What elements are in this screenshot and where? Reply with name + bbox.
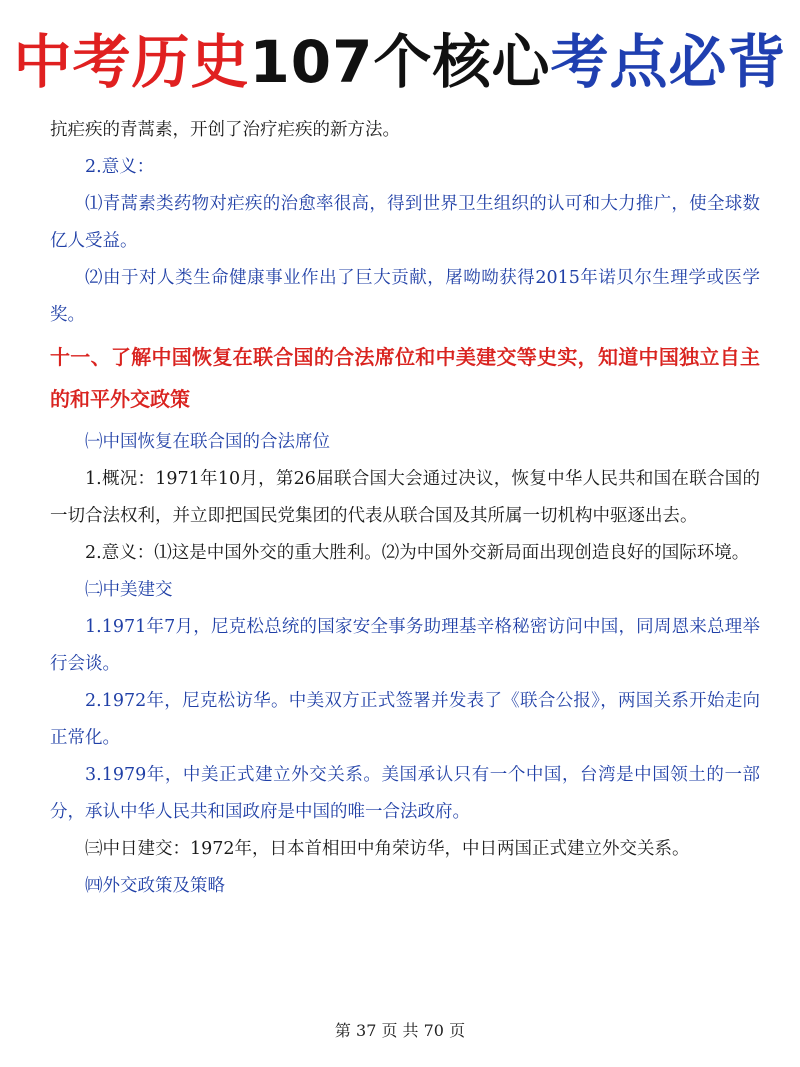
paragraph: ⑵由于对人类生命健康事业作出了巨大贡献，屠呦呦获得2015年诺贝尔生理学或医学奖。 (50, 268, 760, 325)
page-footer: 第 37 页 共 70 页 (334, 1021, 466, 1040)
banner-title-part-1: 中考历史 (13, 28, 250, 96)
paragraph: 抗疟疾的青蒿素，开创了治疗疟疾的新方法。 (50, 120, 400, 140)
banner-title-part-2: 107个核心 (249, 28, 551, 96)
section-heading: 十一、了解中国恢复在联合国的合法席位和中美建交等史实，知道中国独立自主的和平外交政策 (50, 345, 760, 411)
paragraph: 2.1972年，尼克松访华。中美双方正式签署并发表了《联合公报》，两国关系开始走向正常化。 (50, 691, 760, 748)
subsection-title: ㈣外交政策及策略 (85, 876, 225, 896)
paragraph: 1.概况：1971年10月，第26届联合国大会通过决议，恢复中华人民共和国在联合国的一切合法权利，并立即把国民党集团的代表从联合国及其所属一切机构中驱逐出去。 (50, 469, 760, 526)
paragraph: 1.1971年7月，尼克松总统的国家安全事务助理基辛格秘密访问中国，同周恩来总理举行会谈。 (50, 617, 760, 674)
subsection-title: ㈡中美建交 (85, 580, 173, 600)
document-body (50, 112, 760, 905)
paragraph: ⑴青蒿素类药物对疟疾的治愈率很高，得到世界卫生组织的认可和大力推广，使全球数亿人受益。 (50, 194, 760, 251)
paragraph: 3.1979年，中美正式建立外交关系。美国承认只有一个中国，台湾是中国领土的一部分，承认中华人民共和国政府是中国的唯一合法政府。 (50, 765, 760, 822)
paragraph: 2.意义：⑴这是中国外交的重大胜利。⑵为中国外交新局面出现创造良好的国际环境。 (85, 543, 750, 563)
paragraph: 2.意义： (85, 157, 155, 177)
page-banner-title (0, 22, 800, 102)
paragraph: ㈢中日建交：1972年，日本首相田中角荣访华，中日两国正式建立外交关系。 (85, 839, 690, 859)
banner-title-part-3: 考点必背 (550, 28, 787, 96)
subsection-title: ㈠中国恢复在联合国的合法席位 (85, 432, 330, 452)
